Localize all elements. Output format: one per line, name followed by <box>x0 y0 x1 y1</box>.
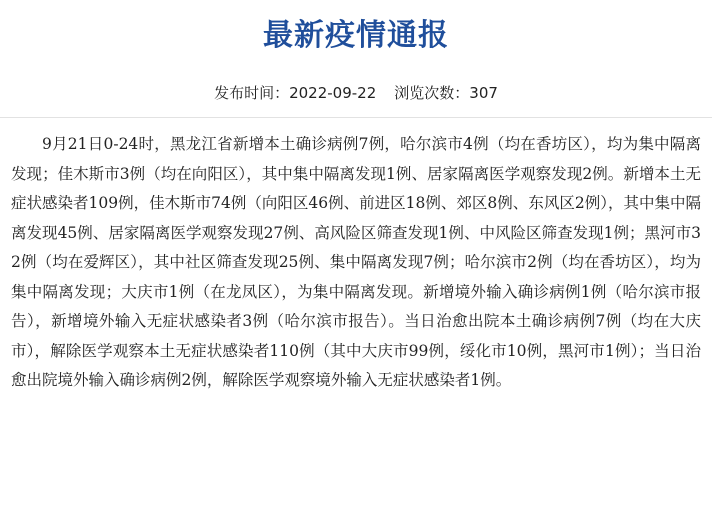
article-meta <box>0 82 712 104</box>
article-body: 9月21日0-24时，黑龙江省新增本土确诊病例7例，哈尔滨市4例（均在香坊区），均为集中隔离发现；佳木斯市3例（均在向阳区），其中集中隔离发现1例、居家隔离医学观察发现2例。新增本土无症状感染者109例，佳木斯市74例（向阳区46例、前进区18例、郊区8例、东风区2例），其中集中隔离发现45例、居家隔离医学观察发现27例、高风险区筛查发现1例、中风险区筛查发现1例；黑河市32例（均在爱辉区），其中社区筛查发现25例、集中隔离发现7例；哈尔滨市2例（均在香坊区），均为集中隔离发现；大庆市1例（在龙凤区），为集中隔离发现。新增境外输入确诊病例1例（哈尔滨市报告），新增境外输入无症状感染者3例（哈尔滨市报告）。当日治愈出院本土确诊病例7例（均在大庆市），解除医学观察本土无症状感染者110例（其中大庆市99例，绥化市10例，黑河市1例）；当日治愈出院境外输入确诊病例2例，解除医学观察境外输入无症状感染者1例。 <box>11 135 701 389</box>
views-count: 307 <box>469 84 498 102</box>
publish-label: 发布时间： <box>214 84 290 102</box>
divider <box>0 117 712 118</box>
publish-date: 2022-09-22 <box>289 84 377 102</box>
page-title: 最新疫情通报 <box>263 18 449 53</box>
views-label: 浏览次数： <box>394 84 470 102</box>
